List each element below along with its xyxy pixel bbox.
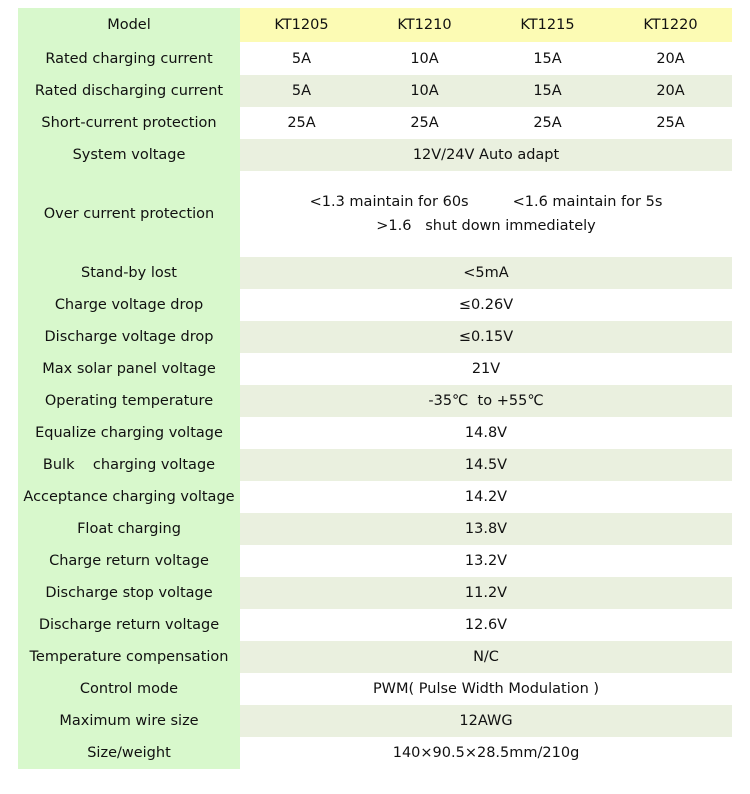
row-values <box>240 42 732 75</box>
table-row <box>18 705 732 737</box>
cell-value: 12.6V <box>240 609 732 641</box>
cell-value: 14.2V <box>240 481 732 513</box>
table-row <box>18 75 732 107</box>
table-row <box>18 385 732 417</box>
cell-value: 14.8V <box>240 417 732 449</box>
over-current-values <box>240 171 732 257</box>
row-label: Operating temperature <box>18 385 240 417</box>
row-label: Acceptance charging voltage <box>18 481 240 513</box>
cell-value: ≤0.26V <box>240 289 732 321</box>
table-row <box>18 42 732 75</box>
cell-value: 25A <box>410 115 439 131</box>
cell-value: 14.5V <box>240 449 732 481</box>
row-label: Stand-by lost <box>18 257 240 289</box>
cell-value: 12V/24V Auto adapt <box>240 139 732 171</box>
cell-value: 5A <box>291 50 312 67</box>
cell-value: 13.8V <box>240 513 732 545</box>
table-row <box>18 321 732 353</box>
cell-value: 25A <box>533 115 562 131</box>
cell-value: 21V <box>240 353 732 385</box>
table-row <box>18 257 732 289</box>
cell-value: 15A <box>533 50 562 67</box>
row-label: Equalize charging voltage <box>18 417 240 449</box>
row-label: Max solar panel voltage <box>18 353 240 385</box>
model-kt1205: KT1205 <box>274 17 329 33</box>
cell-value: 20A <box>656 50 685 67</box>
row-label: Short-current protection <box>18 107 240 139</box>
table-row <box>18 449 732 481</box>
cell-value: 11.2V <box>240 577 732 609</box>
cell-value: 10A <box>410 83 439 99</box>
row-label: Discharge return voltage <box>18 609 240 641</box>
table-row <box>18 107 732 139</box>
cell-value: 140×90.5×28.5mm/210g <box>240 737 732 769</box>
row-label: Charge voltage drop <box>18 289 240 321</box>
cell-value: 25A <box>656 115 685 131</box>
table-header-row <box>18 8 732 42</box>
row-label: Temperature compensation <box>18 641 240 673</box>
cell-value: 12AWG <box>240 705 732 737</box>
row-values <box>240 107 732 139</box>
cell-value: PWM( Pulse Width Modulation ) <box>240 673 732 705</box>
row-label: Rated discharging current <box>18 75 240 107</box>
row-label: Control mode <box>18 673 240 705</box>
cell-value: N/C <box>240 641 732 673</box>
header-models <box>240 8 732 42</box>
cell-value: 5A <box>291 83 312 99</box>
table-row <box>18 737 732 769</box>
cell-value: 20A <box>656 83 685 99</box>
over-current-threshold-2: <1.6 maintain for 5s <box>512 194 663 210</box>
over-current-line-1 <box>310 190 663 214</box>
table-row <box>18 139 732 171</box>
table-row <box>18 171 732 257</box>
model-kt1220: KT1220 <box>643 17 698 33</box>
table-row <box>18 545 732 577</box>
cell-value: 15A <box>533 83 562 99</box>
row-label: Discharge voltage drop <box>18 321 240 353</box>
row-label: Rated charging current <box>18 42 240 75</box>
table-row <box>18 609 732 641</box>
cell-value: ≤0.15V <box>240 321 732 353</box>
cell-value: -35℃ to +55℃ <box>240 385 732 417</box>
cell-value: 25A <box>287 115 316 131</box>
spec-table <box>18 8 732 769</box>
row-label: System voltage <box>18 139 240 171</box>
row-label: Discharge stop voltage <box>18 577 240 609</box>
table-row <box>18 417 732 449</box>
table-row <box>18 353 732 385</box>
row-label: Size/weight <box>18 737 240 769</box>
table-row <box>18 641 732 673</box>
model-kt1215: KT1215 <box>520 17 575 33</box>
over-current-threshold-1: <1.3 maintain for 60s <box>309 194 469 210</box>
table-row <box>18 513 732 545</box>
row-values <box>240 75 732 107</box>
cell-value: <5mA <box>240 257 732 289</box>
row-label: Charge return voltage <box>18 545 240 577</box>
row-label: Bulk charging voltage <box>18 449 240 481</box>
table-row <box>18 577 732 609</box>
row-label: Maximum wire size <box>18 705 240 737</box>
model-kt1210: KT1210 <box>397 17 452 33</box>
table-row <box>18 481 732 513</box>
row-label: Over current protection <box>18 171 240 257</box>
row-label: Float charging <box>18 513 240 545</box>
header-label: Model <box>18 8 240 42</box>
cell-value: 10A <box>410 50 439 67</box>
table-row <box>18 673 732 705</box>
cell-value: 13.2V <box>240 545 732 577</box>
over-current-threshold-3: >1.6 shut down immediately <box>376 218 596 234</box>
table-row <box>18 289 732 321</box>
